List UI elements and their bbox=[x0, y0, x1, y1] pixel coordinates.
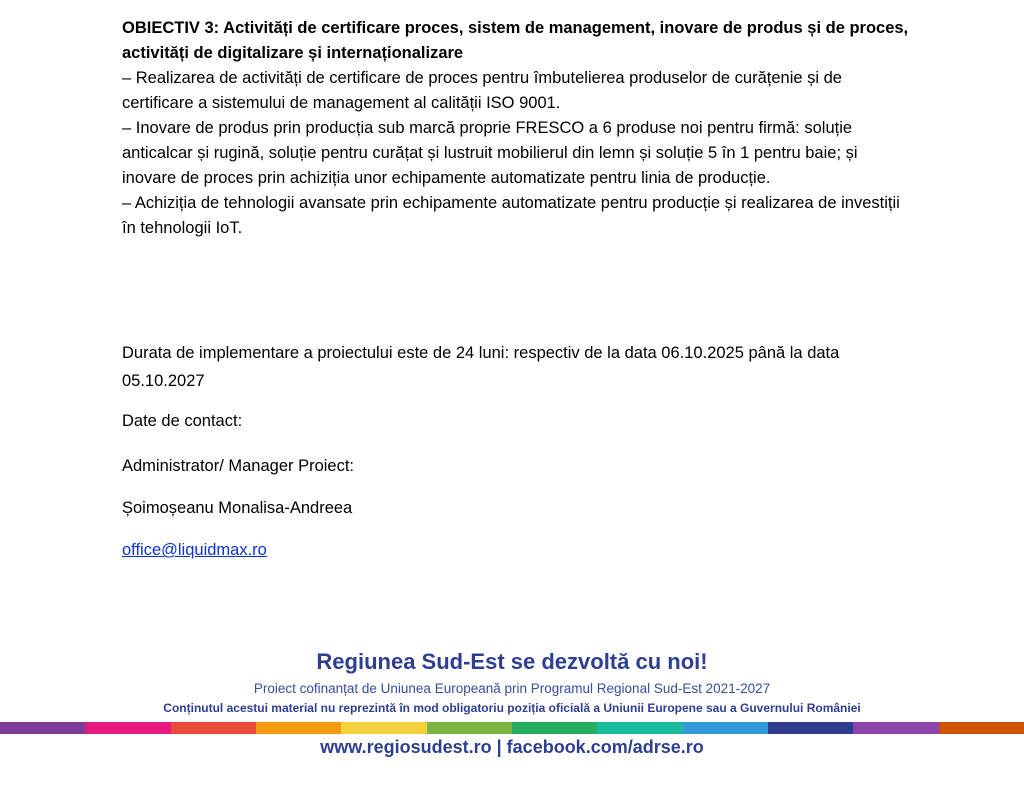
facebook-link[interactable]: facebook.com/adrse.ro bbox=[506, 737, 704, 757]
website-link[interactable]: www.regiosudest.ro bbox=[320, 737, 492, 757]
contact-email-link[interactable]: office@liquidmax.ro bbox=[122, 541, 267, 559]
footer-cofinance-note: Proiect cofinanțat de Uniunea Europeană prin Programul Regional Sud-Est 2021-2027 bbox=[253, 681, 771, 696]
color-band-segment bbox=[597, 722, 682, 734]
color-band-segment bbox=[768, 722, 853, 734]
color-band-segment bbox=[512, 722, 597, 734]
footer-links bbox=[0, 737, 1024, 758]
color-band-segment bbox=[85, 722, 170, 734]
color-band-segment bbox=[0, 722, 85, 734]
footer-link-separator: | bbox=[491, 737, 507, 757]
contact-role: Administrator/ Manager Proiect: bbox=[122, 457, 355, 475]
color-band-segment bbox=[341, 722, 426, 734]
color-band-segment bbox=[256, 722, 341, 734]
contact-name: Șoimoșeanu Monalisa-Andreea bbox=[122, 499, 353, 517]
footer-disclaimer: Conținutul acestui material nu reprezintă în mod obligatoriu poziția oficială a Uniunii Europene sau a Guvernului României bbox=[163, 701, 861, 715]
color-band-segment bbox=[427, 722, 512, 734]
objective-bullet-certification: – Realizarea de activități de certificare de proces pentru îmbutelierea produselor de curățenie și de certificare a sistemului de management al calității ISO 9001. bbox=[122, 69, 842, 112]
footer-color-band bbox=[0, 722, 1024, 734]
implementation-duration: Durata de implementare a proiectului este de 24 luni: respectiv de la data 06.10.2025 până la data 05.10.2027 bbox=[122, 344, 840, 390]
objective-title: OBIECTIV 3: Activități de certificare proces, sistem de management, inovare de produs și de proces, activități de digitalizare și internaționalizare bbox=[122, 19, 909, 62]
footer-slogan: Regiunea Sud-Est se dezvoltă cu noi! bbox=[316, 649, 708, 674]
objective-section bbox=[122, 16, 912, 241]
color-band-segment bbox=[171, 722, 256, 734]
objective-bullet-technology: – Achiziția de tehnologii avansate prin echipamente automatizate pentru producție și realizarea de investiții în tehnologii IoT. bbox=[122, 194, 900, 237]
color-band-segment bbox=[939, 722, 1024, 734]
contact-heading: Date de contact: bbox=[122, 412, 243, 430]
color-band-segment bbox=[683, 722, 768, 734]
color-band-segment bbox=[853, 722, 938, 734]
objective-bullet-innovation: – Inovare de produs prin producția sub marcă proprie FRESCO a 6 produse noi pentru firmă: soluție anticalcar și rugină, soluție pentru curățat și lustruit mobilierul din lemn și soluție 5 în 1 pentru baie; și inovare de proces prin achiziția unor echipamente automatizate pentru linia de producție. bbox=[122, 119, 858, 187]
